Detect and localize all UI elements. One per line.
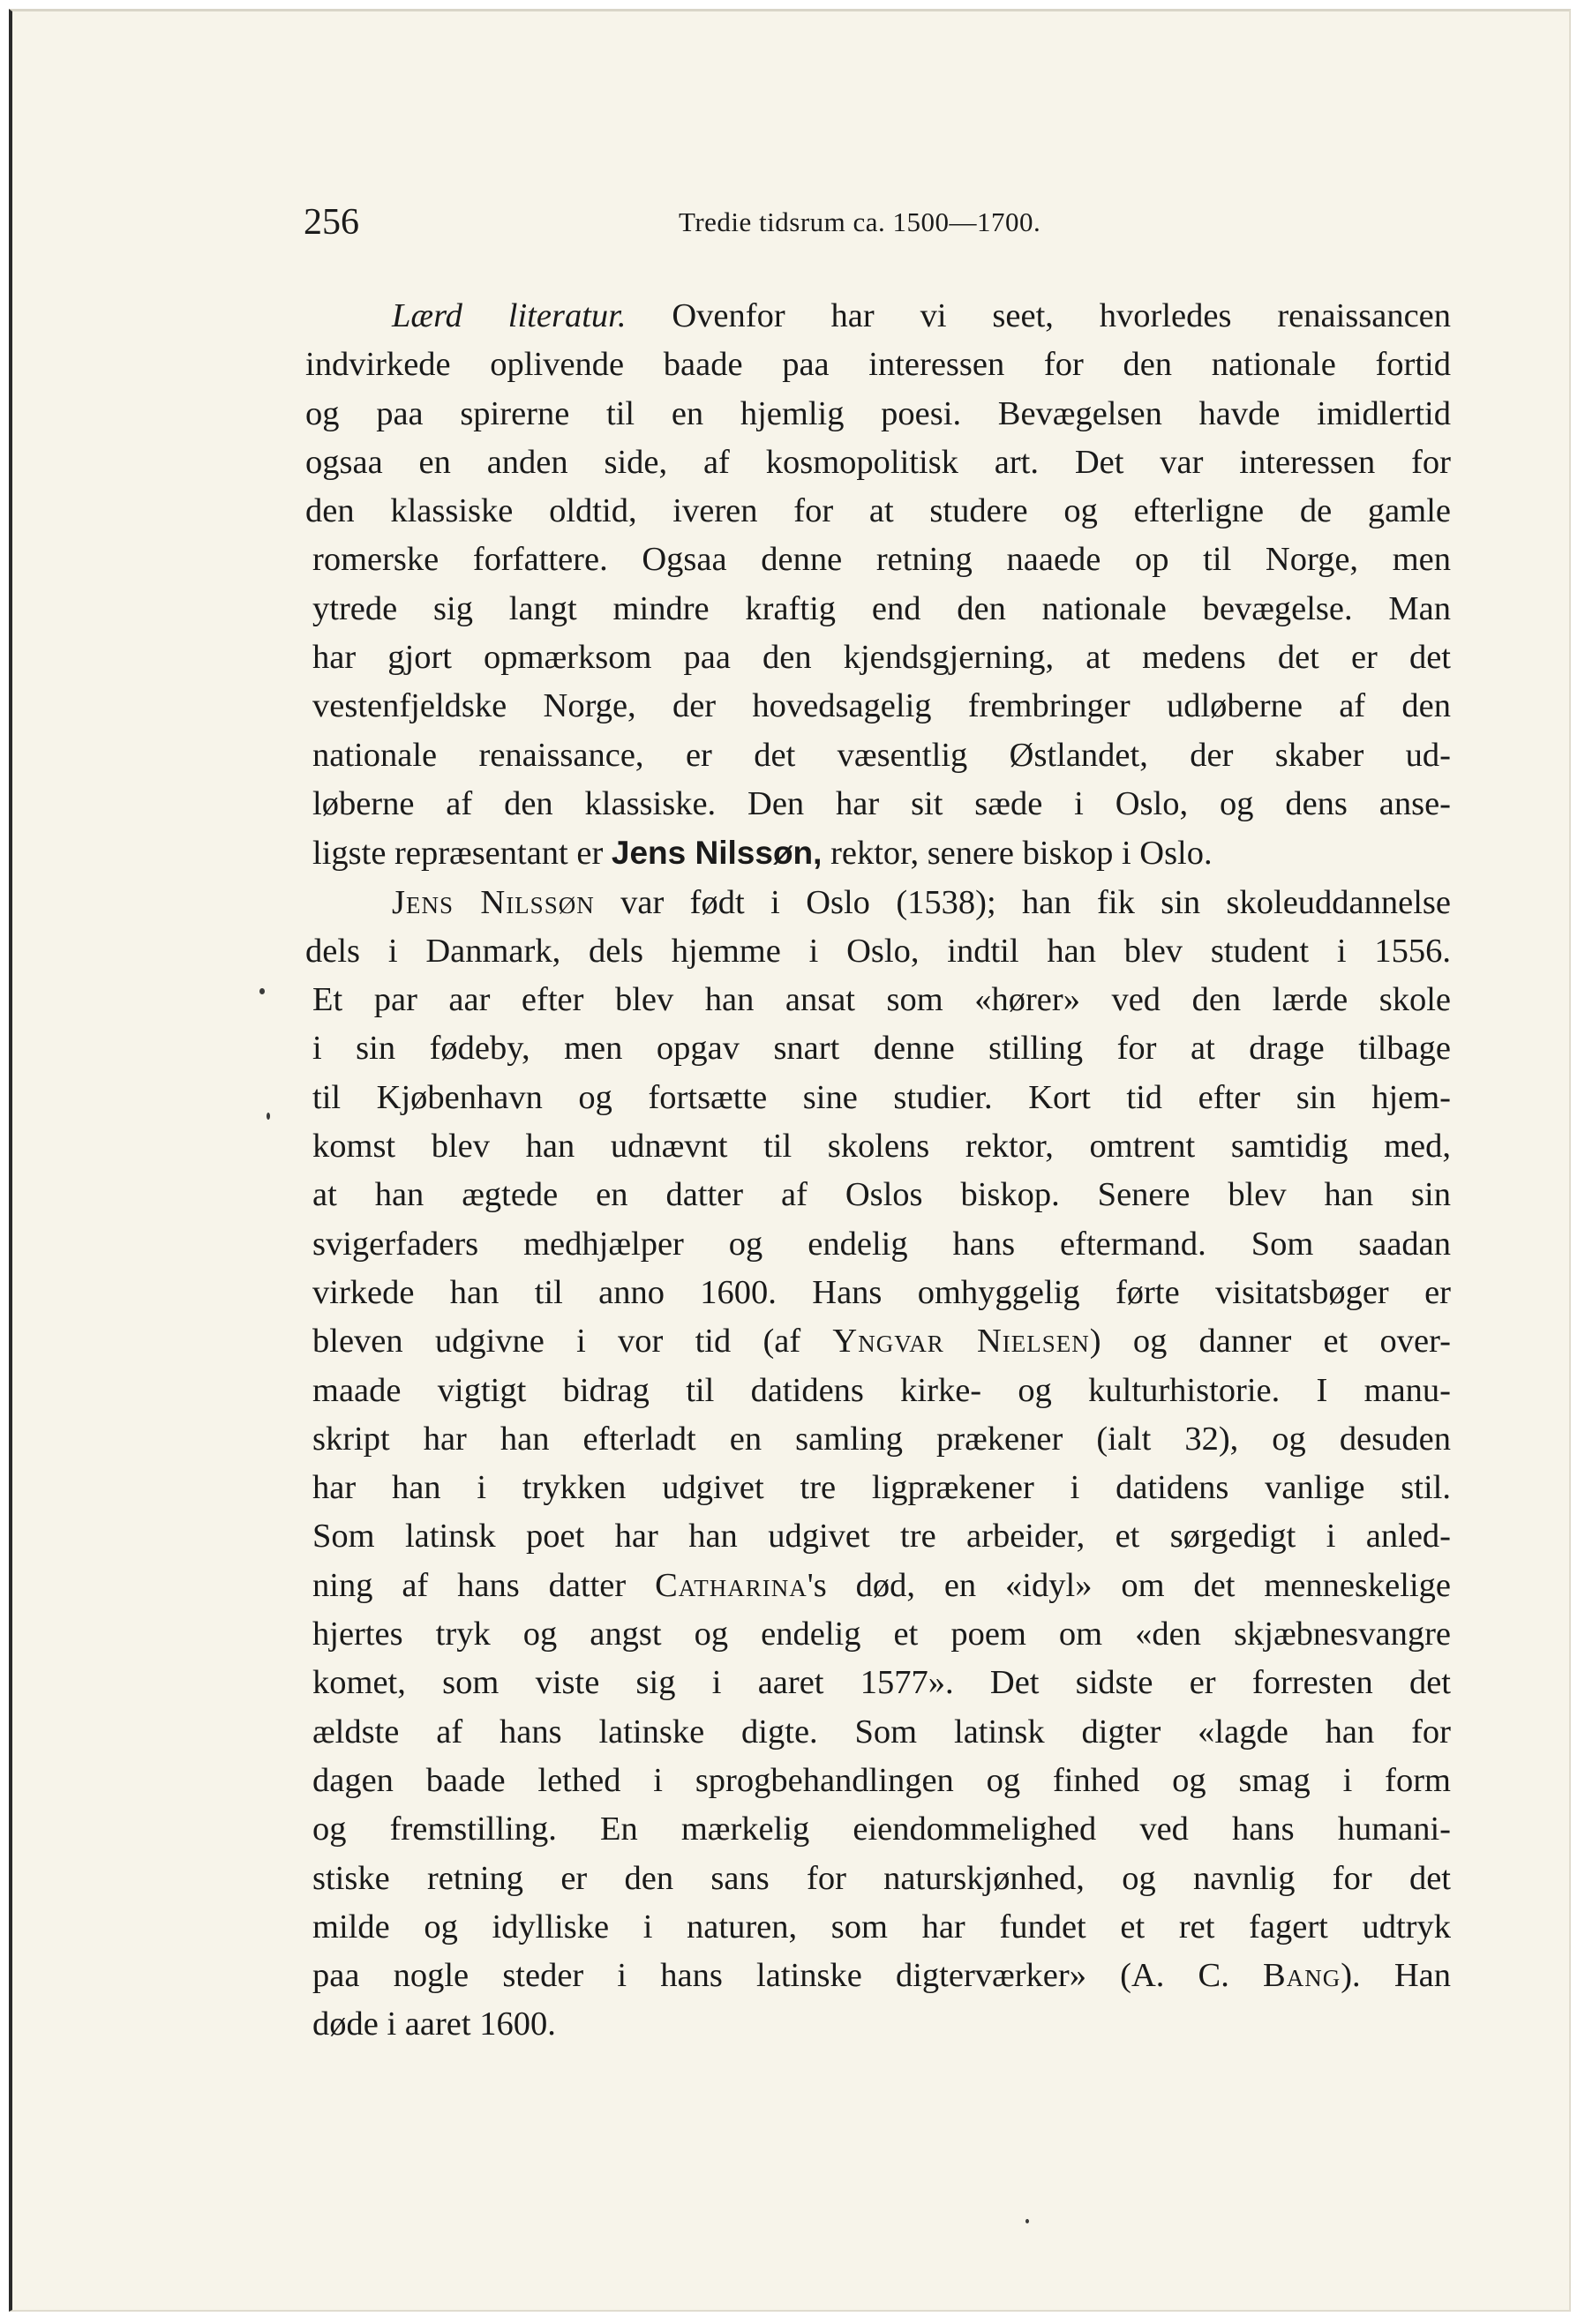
paragraph-2-line-13: har han i trykken udgivet tre ligprækener i datidens vanlige stil. <box>312 1469 1451 1507</box>
paragraph-2-line-20: og fremstilling. En mærkelig eiendommelighed ved hans humani- <box>312 1810 1451 1848</box>
paragraph-2-line-24: døde i aaret 1600. <box>312 2005 556 2043</box>
paragraph-1-line-6: romerske forfattere. Ogsaa denne retning naaede op til Norge, men <box>312 541 1451 579</box>
paragraph-2-line-19: dagen baade lethed i sprogbehandlingen og finhed og smag i form <box>312 1761 1451 1799</box>
paragraph-2-line-11: maade vigtigt bidrag til datidens kirke- og kulturhistorie. I manu- <box>312 1371 1451 1409</box>
paragraph-2-line-5: til Kjøbenhavn og fortsætte sine studier. Kort tid efter sin hjem- <box>312 1078 1451 1116</box>
paragraph-1-line-4: ogsaa en anden side, af kosmopolitisk art. Det var interessen for <box>305 443 1451 481</box>
paragraph-2-line-14: Som latinsk poet har han udgivet tre arbeider, et sørgedigt i anled- <box>312 1518 1451 1556</box>
paragraph-2-line-7: at han ægtede en datter af Oslos biskop. Senere blev han sin <box>312 1176 1451 1214</box>
paragraph-1-line-7: ytrede sig langt mindre kraftig end den nationale bevægelse. Man <box>312 589 1451 627</box>
paragraph-1-line-1: Lærd literatur. Ovenfor har vi seet, hvorledes renaissancen <box>392 297 1452 334</box>
paragraph-2-line-16: hjertes tryk og angst og endelig et poem om «den skjæbnesvangre <box>312 1616 1451 1653</box>
paragraph-2-line-2: dels i Danmark, dels hjemme i Oslo, indtil han blev student i 1556. <box>305 932 1451 970</box>
paragraph-2-line-23: paa nogle steder i hans latinske digterværker» (A. C. Bang). Han <box>312 1957 1452 1995</box>
paragraph-1-line-10: nationale renaissance, er det væsentlig Østlandet, der skaber ud- <box>312 736 1451 774</box>
author-name-small-caps: Jens Nilssøn <box>392 883 595 921</box>
body-text <box>305 292 1452 2050</box>
paragraph-2-line-12: skript har han efterladt en samling prækener (ialt 32), og desuden <box>312 1420 1451 1458</box>
ink-speck <box>267 1113 270 1120</box>
paragraph-2-line-18: ældste af hans latinske digte. Som latinsk digter «lagde han for <box>312 1713 1451 1750</box>
running-head: Tredie tidsrum ca. 1500—1700. <box>679 206 1041 237</box>
paragraph-2-line-10: bleven udgivne i vor tid (af Yngvar Nielsen) og danner et over- <box>312 1323 1451 1361</box>
cited-name-bang: Bang <box>1263 1957 1341 1995</box>
paragraph-2-line-15: ning af hans datter Catharina's død, en «idyl» om det menneskelige <box>312 1566 1452 1604</box>
book-page <box>9 9 1571 2312</box>
ink-speck <box>259 988 265 994</box>
ink-speck <box>1025 2219 1029 2223</box>
paragraph-2-line-21: stiske retning er den sans for naturskjønhed, og navnlig for det <box>312 1859 1451 1897</box>
paragraph-2-line-6: komst blev han udnævnt til skolens rektor, omtrent samtidig med, <box>312 1128 1451 1166</box>
paragraph-2-line-9: virkede han til anno 1600. Hans omhyggelig førte visitatsbøger er <box>312 1273 1451 1311</box>
paragraph-2-line-17: komet, som viste sig i aaret 1577». Det sidste er forresten det <box>312 1664 1451 1702</box>
paragraph-2-line-8: svigerfaders medhjælper og endelig hans eftermand. Som saadan <box>312 1225 1451 1263</box>
paragraph-1-line-12: ligste repræsentant er Jens Nilssøn, rektor, senere biskop i Oslo. <box>312 835 1213 873</box>
paragraph-2-line-1: Jens Nilssøn var født i Oslo (1538); han fik sin skoleuddannelse <box>392 883 1452 921</box>
paragraph-1-line-3: og paa spirerne til en hjemlig poesi. Bevægelsen havde imidlertid <box>305 394 1451 432</box>
paragraph-2-line-3: Et par aar efter blev han ansat som «hører» ved den lærde skole <box>312 981 1451 1019</box>
paragraph-2-line-22: milde og idylliske i naturen, som har fundet et ret fagert udtryk <box>312 1908 1451 1945</box>
paragraph-2-line-4: i sin fødeby, men opgav snart denne stilling for at drage tilbage <box>312 1030 1451 1068</box>
author-name-bold: Jens Nilssøn, <box>611 835 823 872</box>
section-heading: Lærd literatur. <box>392 297 627 334</box>
page-header <box>304 201 1133 254</box>
paragraph-1-line-5: den klassiske oldtid, iveren for at studere og efterligne de gamle <box>305 492 1451 530</box>
paragraph-1-line-11: løberne af den klassiske. Den har sit sæde i Oslo, og dens anse- <box>312 784 1451 822</box>
page-number: 256 <box>304 202 359 243</box>
paragraph-1-line-8: har gjort opmærksom paa den kjendsgjerning, at medens det er det <box>312 639 1451 677</box>
paragraph-1-line-9: vestenfjeldske Norge, der hovedsagelig frembringer udløberne af den <box>312 687 1451 725</box>
cited-name-catharina: Catharina <box>655 1566 808 1604</box>
cited-name-yngvar-nielsen: Yngvar Nielsen <box>832 1323 1090 1361</box>
paragraph-1-line-2: indvirkede oplivende baade paa interessen for den nationale fortid <box>305 346 1451 384</box>
